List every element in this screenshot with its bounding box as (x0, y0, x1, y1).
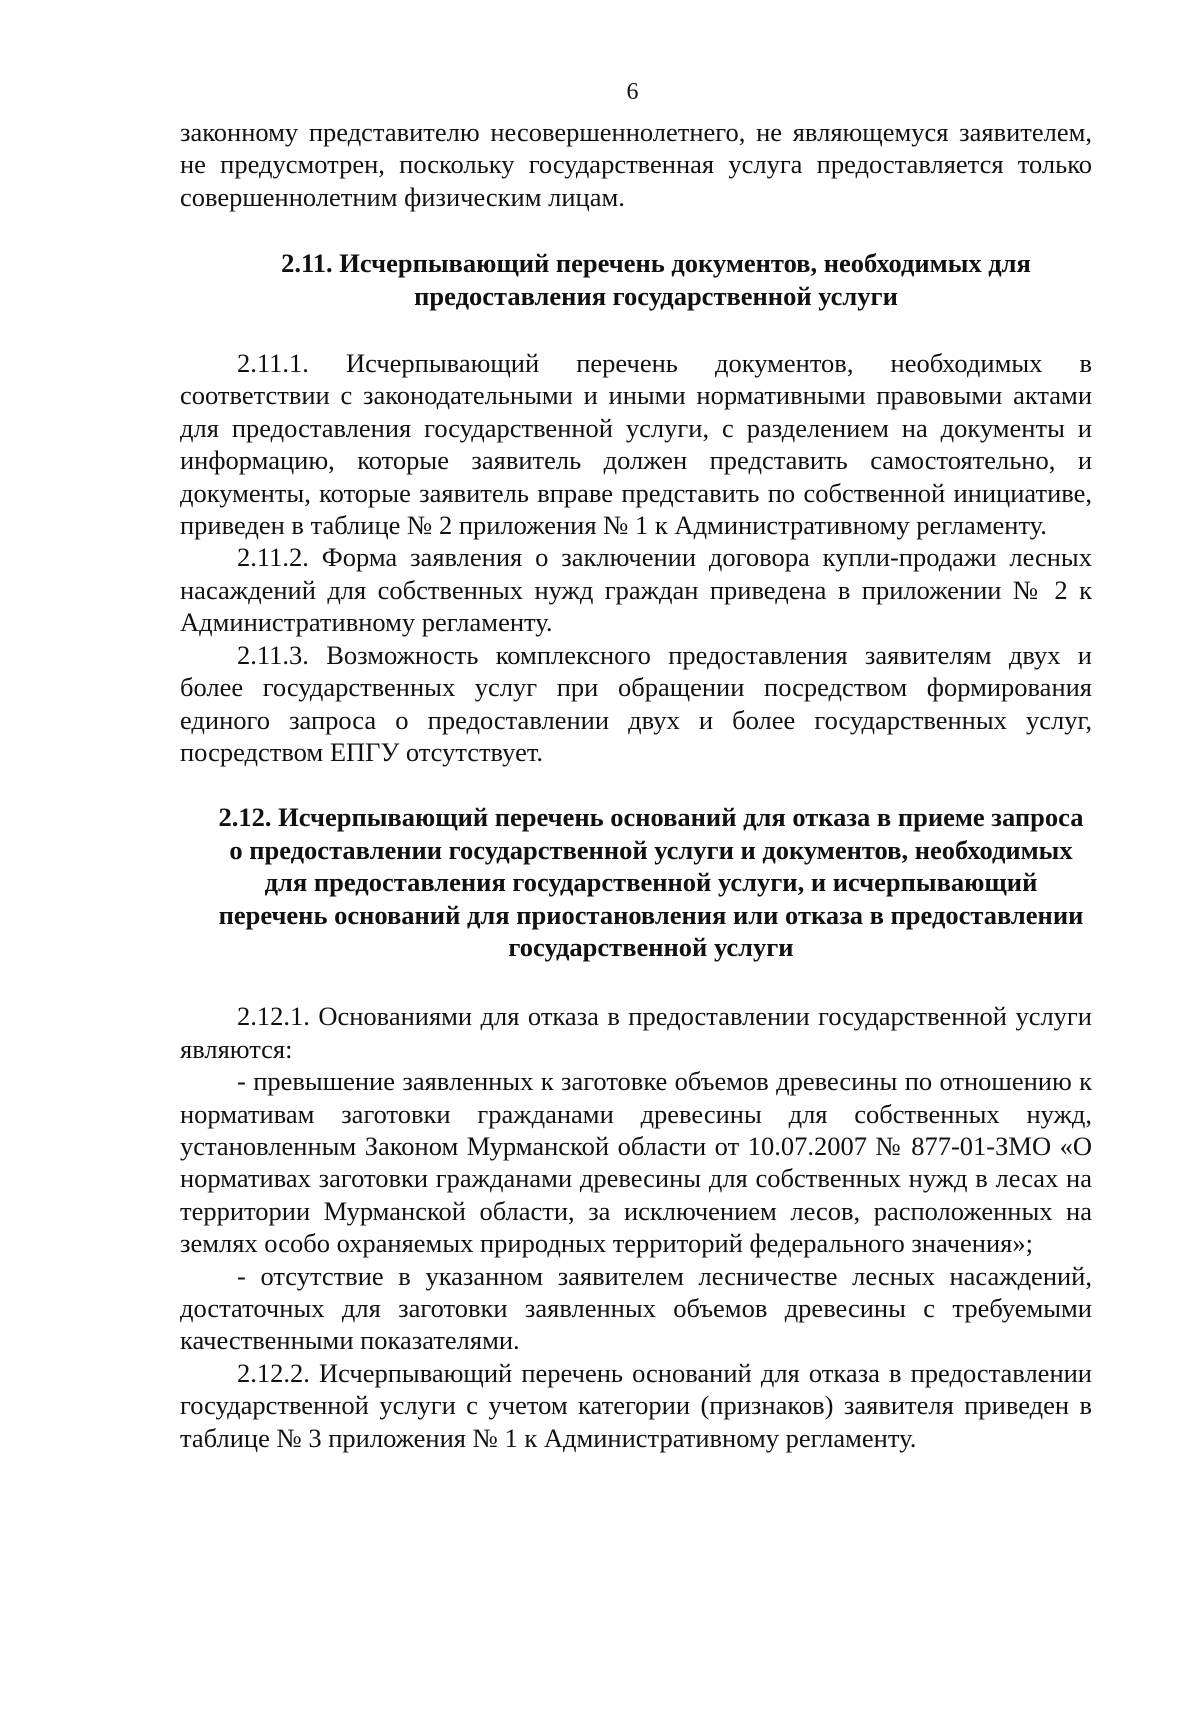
page-number: 6 (626, 79, 639, 105)
paragraph-2-11-1: 2.11.1. Исчерпывающий перечень документов, необходимых в соответствии с законодательными и иными нормативными правовыми актами для предоставления государственной услуги, с разделением на документы и информацию, которые заявитель должен представить самостоятельно, и документы, которые заявитель вправе представить по собственной инициативе, приведен в таблице № 2 приложения № 1 к Административному регламенту. (180, 348, 1092, 541)
intro-paragraph: законному представителю несовершеннолетнего, не являющемуся заявителем, не предусмотрен, поскольку государственная услуга предоставляется только совершеннолетним физическим лицам. (180, 117, 1092, 212)
paragraph-2-12-2: 2.12.2. Исчерпывающий перечень оснований для отказа в предоставлении государственной услуги с учетом категории (признаков) заявителя приведен в таблице № 3 приложения № 1 к Административному регламенту. (180, 1357, 1092, 1453)
paragraph-2-12-1: 2.12.1. Основаниями для отказа в предоставлении государственной услуги являются: (180, 1001, 1092, 1064)
section-2-11-heading: 2.11. Исчерпывающий перечень документов, необходимых для предоставления государственной услуги (281, 248, 1031, 311)
paragraph-2-11-3: 2.11.3. Возможность комплексного предоставления заявителям двух и более государственных услуг при обращении посредством формирования единого запроса о предоставлении двух и более государственных услуг, посредством ЕПГУ отсутствует. (180, 639, 1092, 767)
paragraph-2-11-2: 2.11.2. Форма заявления о заключении договора купли-продажи лесных насаждений для собственных нужд граждан приведена в приложении № 2 к Административному регламенту. (180, 542, 1092, 638)
list-item-no-plantations: - отсутствие в указанном заявителем лесничестве лесных насаждений, достаточных для заготовки заявленных объемов древесины с требуемыми качественными показателями. (180, 1260, 1092, 1356)
document-body (180, 116, 1092, 1454)
list-item-excess-volume: - превышение заявленных к заготовке объемов древесины по отношению к нормативам заготовки гражданами древесины для собственных нужд, установленным Законом Мурманской области от 10.07.2007 № 877-01-ЗМО «О нормативах заготовки гражданами древесины для собственных нужд в лесах на территории Мурманской области, за исключением лесов, расположенных на землях особо охраняемых природных территорий федерального значения»; (180, 1066, 1092, 1259)
section-2-12-heading: 2.12. Исчерпывающий перечень оснований для отказа в приеме запроса о предоставлении государственной услуги и документов, необходимых для предоставления государственной услуги, и исчерпывающий перечень оснований для приостановления или отказа в предоставлении государственной услуги (218, 802, 1084, 962)
